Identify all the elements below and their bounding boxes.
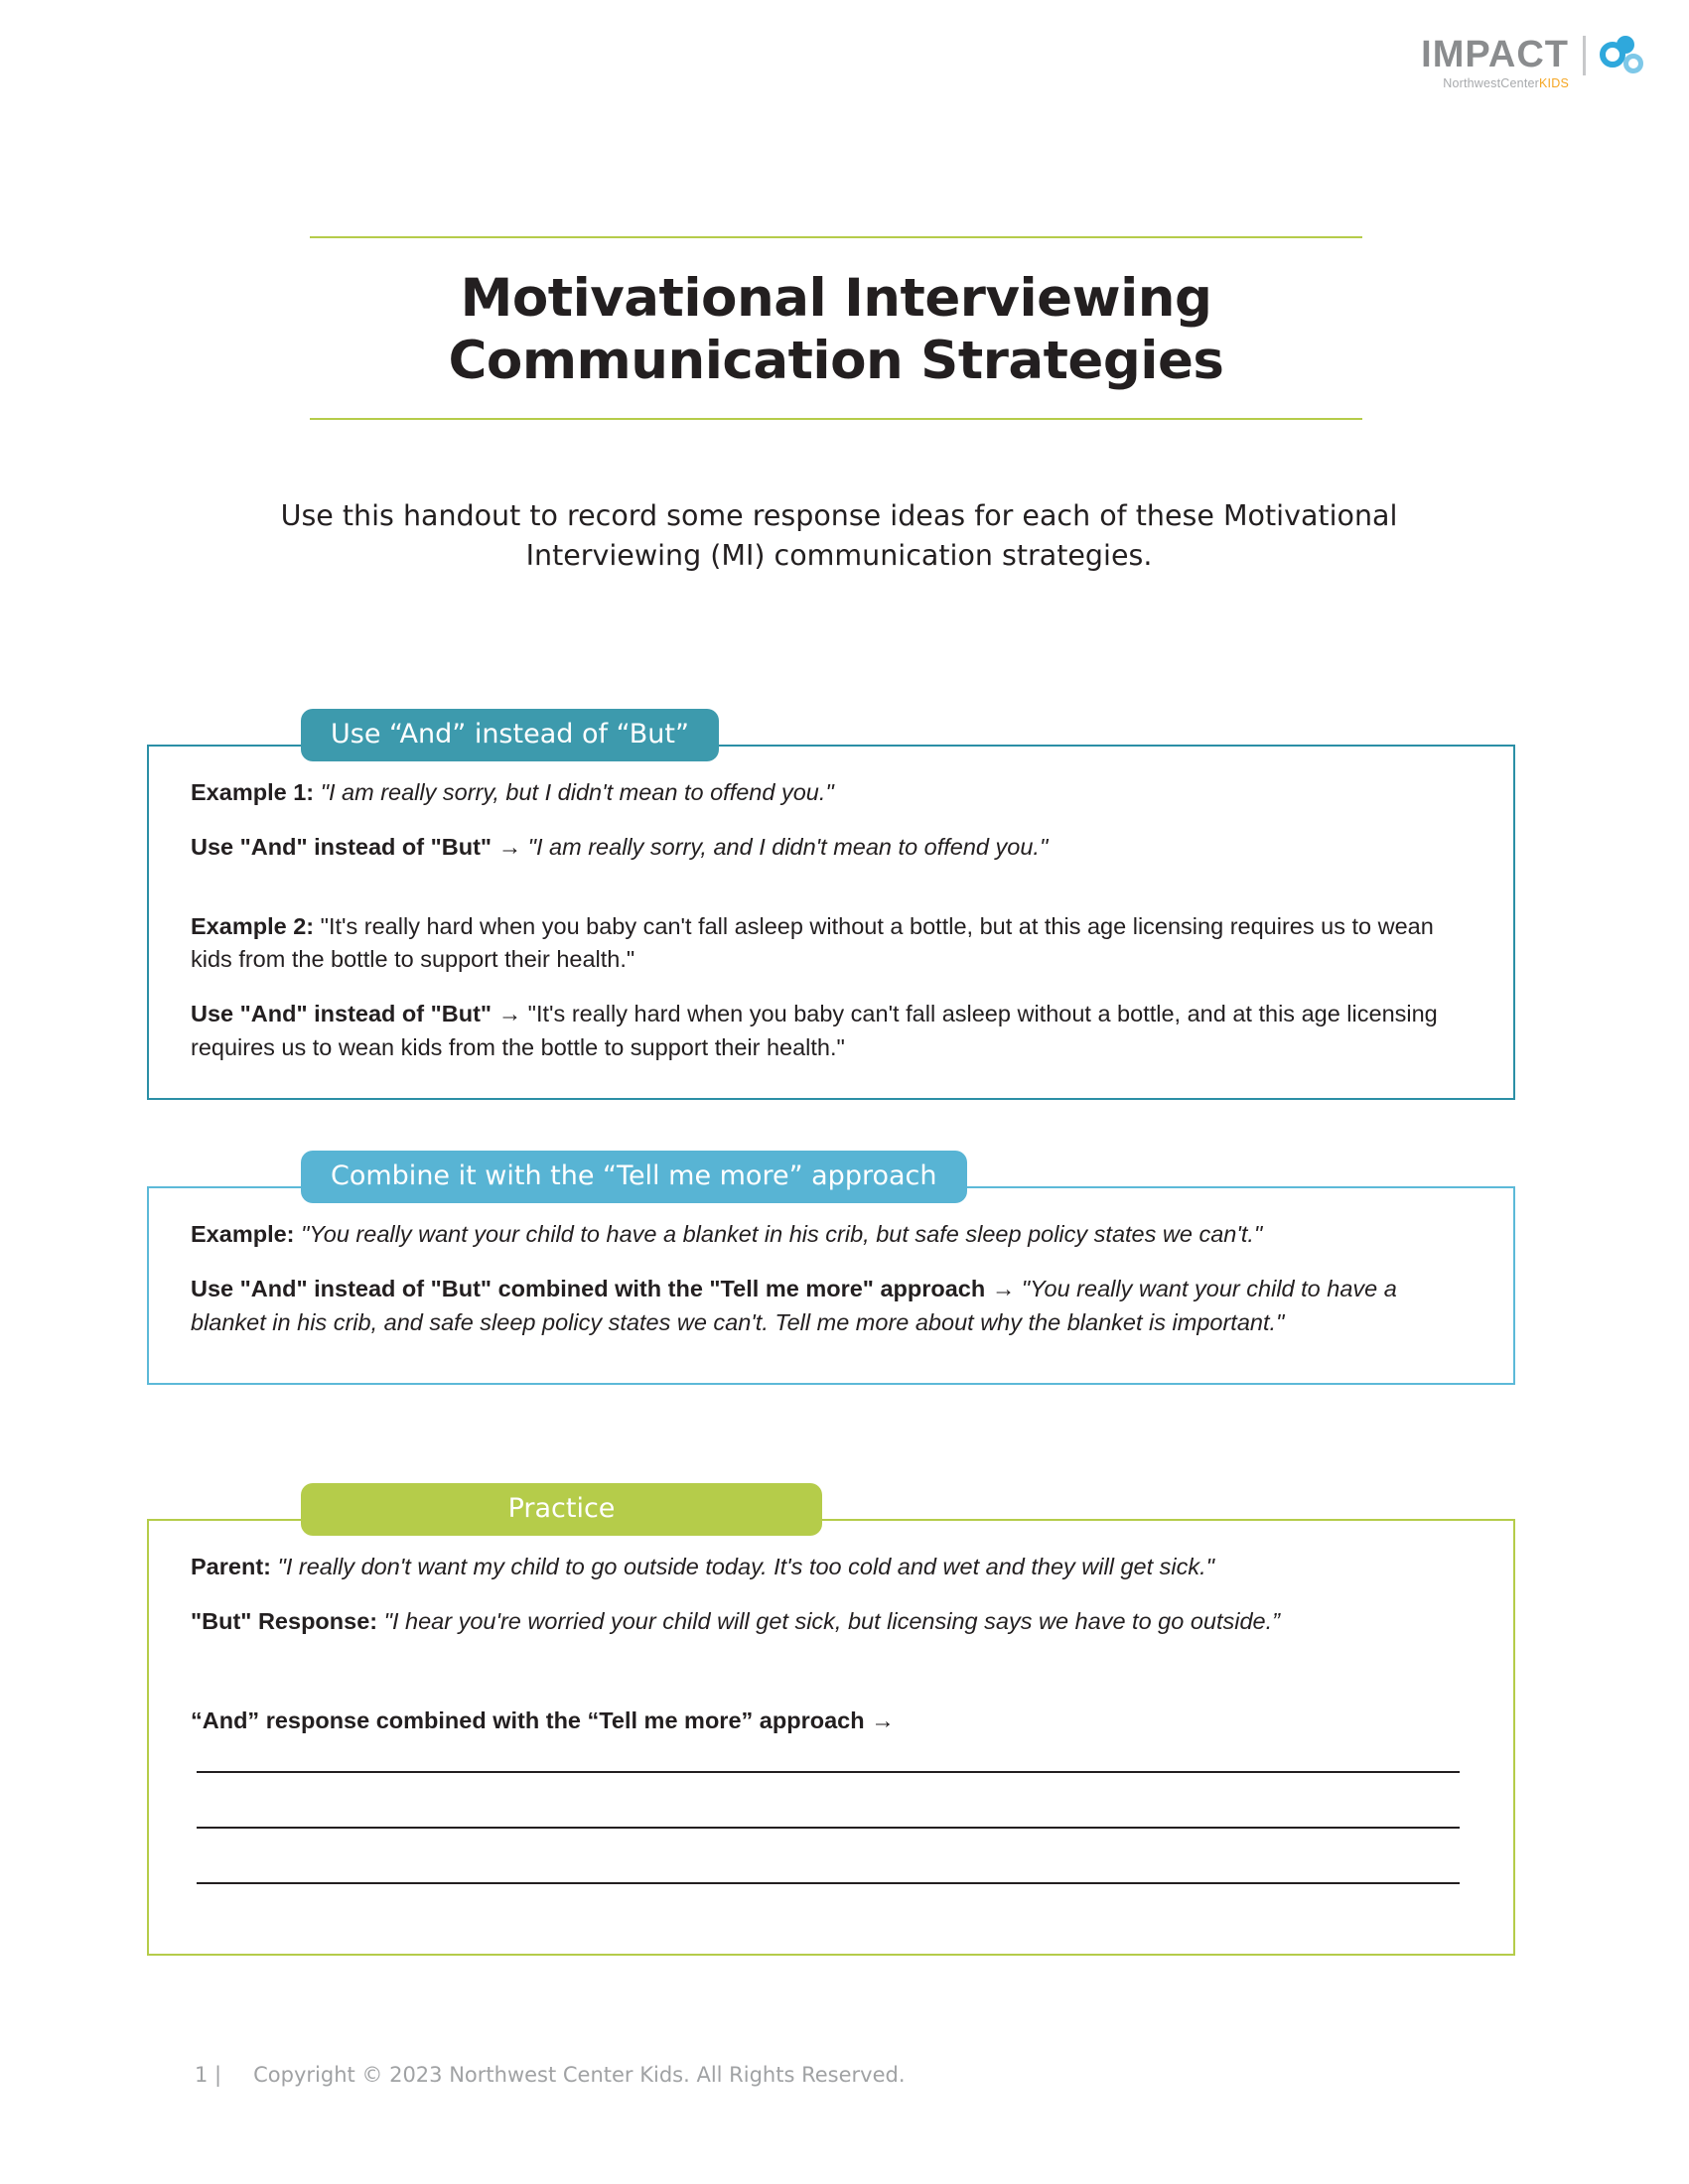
practice-answer-lines[interactable] [191,1771,1474,1884]
logo-sub-prefix: NorthwestCenter [1443,76,1540,90]
section-tab-practice: Practice [301,1483,822,1536]
section-and-instead-of-but [147,719,1515,1100]
tellmemore-rewrite-label: Use "And" instead of "But" combined with the "Tell me more" approach [191,1276,986,1302]
answer-line-2[interactable] [197,1827,1460,1829]
section-body-tell-me-more [147,1186,1515,1385]
answer-line-1[interactable] [197,1771,1460,1773]
example-2-rewrite-text: "It's really hard when you baby can't fall asleep without a bottle, and at this age licensing requires us to wean kids from the bottle to support their health." [191,1001,1438,1060]
logo-sub-suffix: KIDS [1539,76,1569,90]
practice-but-response [191,1605,1474,1638]
example-1 [191,776,1474,809]
practice-and-response-prompt [191,1705,1474,1737]
logo-circles-icon [1600,36,1645,77]
logo-wordmark [1421,36,1569,90]
tellmemore-rewrite [191,1273,1474,1339]
tellmemore-rewrite-text: "You really want your child to have a blanket in his crib, and safe sleep policy states we can't. Tell me more about why the blanket is important." [191,1276,1397,1335]
practice-parent-text: "I really don't want my child to go outside today. It's too cold and wet and they will get sick." [277,1554,1215,1579]
page-title-line2: Communication Strategies [448,330,1224,391]
footer-copyright: Copyright © 2023 Northwest Center Kids. All Rights Reserved. [253,2063,906,2087]
arrow-icon: → [991,1276,1016,1302]
example-2 [191,910,1474,977]
example-1-rewrite-label: Use "And" instead of "But" [191,834,493,861]
impact-logo [1421,36,1645,90]
footer-page-number: 1 | [195,2063,222,2087]
example-2-text: "It's really hard when you baby can't fall asleep without a bottle, but at this age licensing requires us to wean kids from the bottle to support their health." [191,912,1434,973]
example-2-label: Example 2: [191,912,315,939]
arrow-icon: → [497,834,522,861]
practice-but-response-label: "But" Response: [191,1608,378,1635]
tellmemore-example-text: "You really want your child to have a blanket in his crib, but safe sleep policy states we can't." [301,1221,1263,1247]
example-1-text: "I am really sorry, but I didn't mean to offend you." [320,779,834,805]
answer-line-3[interactable] [197,1882,1460,1884]
section-tab-and-instead-of-but: Use “And” instead of “But” [301,709,719,761]
logo-brand-text: IMPACT [1421,34,1569,75]
practice-parent [191,1551,1474,1583]
logo-divider [1583,36,1586,75]
example-1-rewrite [191,831,1474,864]
section-practice [147,1493,1515,1956]
section-tell-me-more [147,1160,1515,1385]
section-tab-tell-me-more: Combine it with the “Tell me more” approach [301,1151,967,1203]
section-body-and-instead-of-but [147,745,1515,1100]
arrow-icon: → [497,1001,522,1027]
tellmemore-example-label: Example: [191,1221,295,1247]
tellmemore-example [191,1218,1474,1251]
section-body-practice [147,1519,1515,1956]
arrow-icon: → [871,1706,895,1733]
example-2-rewrite-label: Use "And" instead of "But" [191,1001,493,1027]
example-1-label: Example 1: [191,779,315,805]
page-footer [195,2063,906,2087]
logo-sub-text [1443,76,1569,90]
page-title-line1: Motivational Interviewing [460,268,1212,329]
page-subtitle: Use this handout to record some response ideas for each of these Motivational Interviewing (MI) communication strategies. [280,499,1398,573]
practice-but-response-text: "I hear you're worried your child will get sick, but licensing says we have to go outside.” [383,1608,1280,1635]
practice-and-response-label: “And” response combined with the “Tell me more” approach [191,1706,865,1733]
page-title-block [310,236,1362,420]
practice-parent-label: Parent: [191,1554,271,1579]
example-2-rewrite [191,998,1474,1064]
example-1-rewrite-text: "I am really sorry, and I didn't mean to offend you." [527,834,1049,861]
title-rule-bottom [310,418,1362,420]
page-title [310,238,1362,418]
